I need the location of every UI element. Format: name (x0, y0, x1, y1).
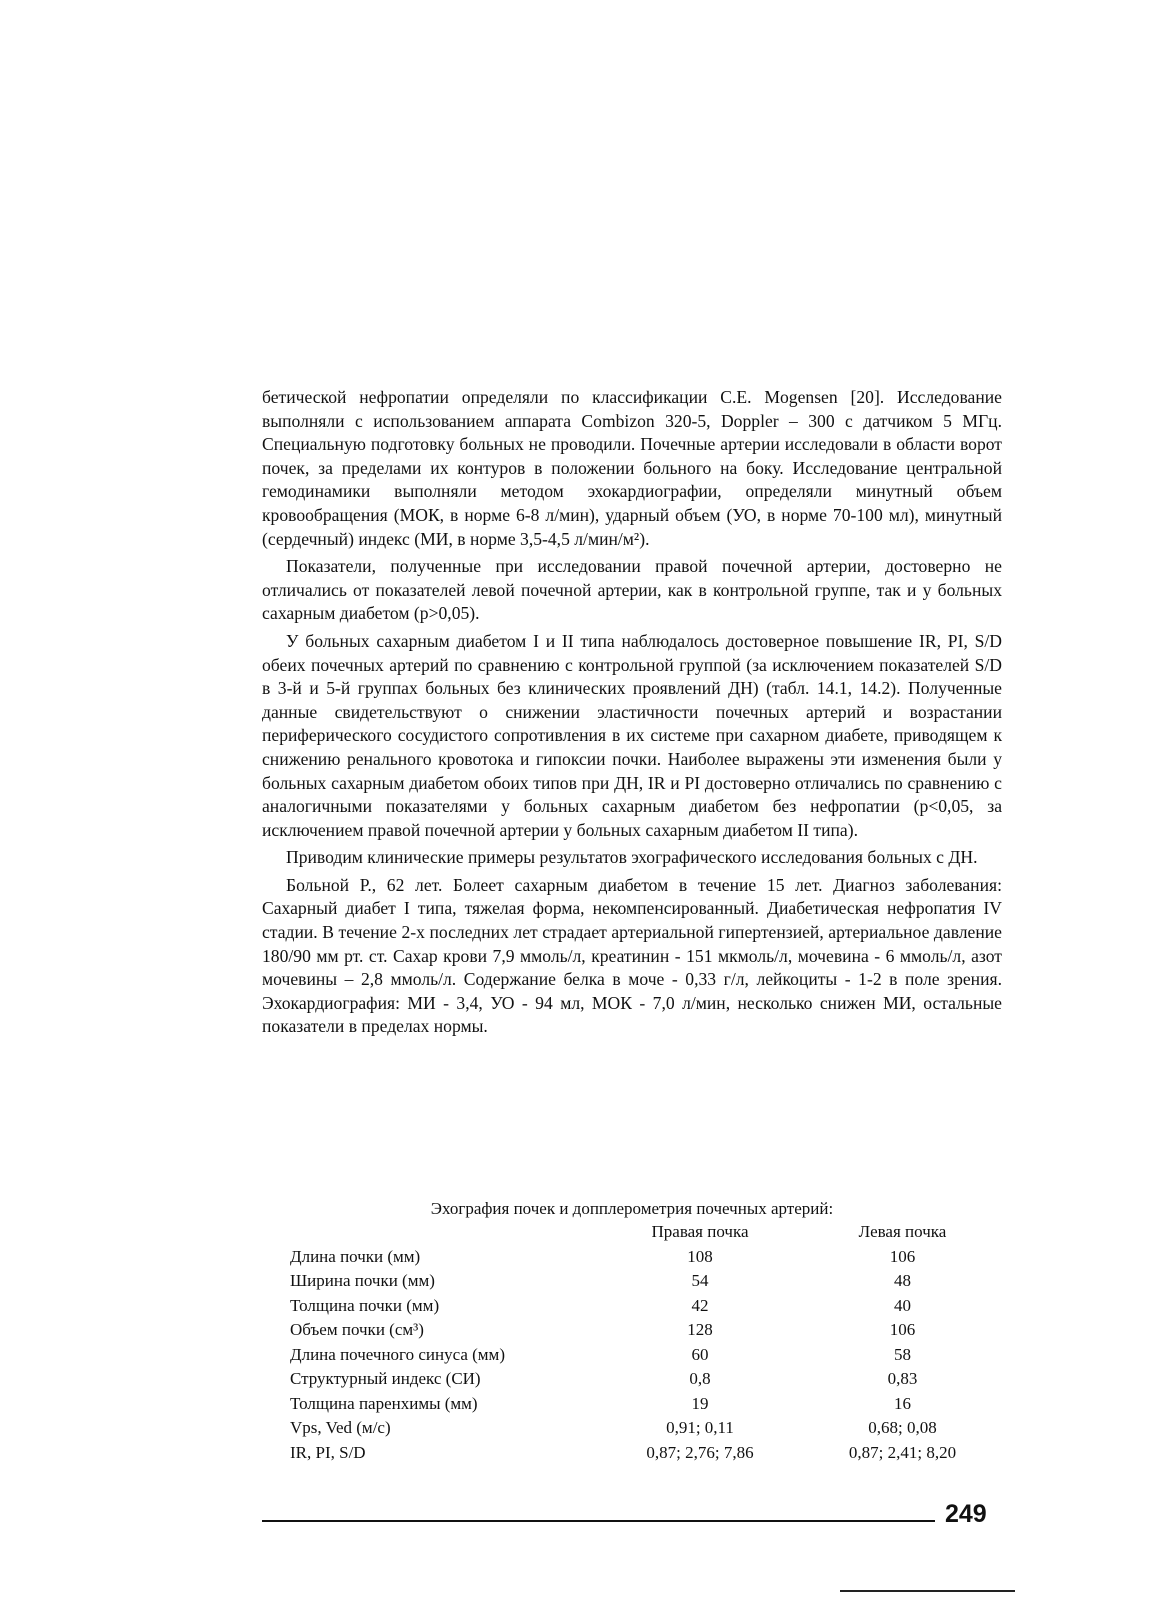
right-value: 108 (687, 1246, 713, 1266)
left-value: 0,83 (887, 1369, 918, 1388)
row-label: IR, PI, S/D (290, 1442, 366, 1462)
paragraph-1: бетической нефропатии определяли по классификации С.Е. Mogensen [20]. Исследование выполняли с использованием аппарата Combizon 320-5, Doppler – 300 с датчиком 5 МГц. Специальную подготовку больных не проводили. Почечные артерии исследовали в области ворот почек, за пределами их контуров в положении больного на боку. Исследование центральной гемодинамики выполняли методом эхокардиографии, определяли минутный объем кровообращения (МОК, в норме 6-8 л/мин), ударный объем (УО, в норме 70-100 мл), минутный (сердечный) индекс (МИ, в норме 3,5-4,5 л/мин/м²). (262, 387, 1002, 549)
table-row (290, 1367, 1010, 1392)
row-label: Vps, Ved (м/с) (290, 1418, 391, 1437)
table-row (290, 1294, 1010, 1319)
header-empty (290, 1220, 605, 1245)
paragraph-2: Показатели, полученные при исследовании правой почечной артерии, достоверно не отличались от показателей левой почечной артерии, как в контрольной группе, так и у больных сахарным диабетом (p>0,05). (262, 556, 1002, 624)
row-label: Толщина паренхимы (мм) (290, 1393, 478, 1413)
left-value: 16 (894, 1393, 911, 1413)
left-value: 0,68; 0,08 (868, 1418, 937, 1437)
table-row (290, 1441, 1010, 1466)
row-label: Структурный индекс (СИ) (290, 1369, 481, 1388)
left-value: 0,87; 2,41; 8,20 (848, 1442, 957, 1462)
table-row (290, 1269, 1010, 1294)
table-row (290, 1343, 1010, 1368)
row-label: Объем почки (см³) (290, 1320, 424, 1339)
right-value: 19 (691, 1393, 709, 1413)
left-value: 106 (889, 1246, 916, 1266)
table-body (290, 1245, 1010, 1466)
paragraph-3: У больных сахарным диабетом I и II типа наблюдалось достоверное повышение IR, PI, S/D обеих почечных артерий по сравнению с контрольной группой (за исключением показателей S/D в 3-й и 5-й группах больных без клинических проявлений ДН) (табл. 14.1, 14.2). Полученные данные свидетельствуют о снижении эластичности почечных артерий и возрастании периферического сосудистого сопротивления в их системе при сахарном диабете, приводящем к снижению ренального кровотока и гипоксии почки. Наиболее выражены эти изменения были у больных сахарным диабетом обоих типов при ДН, IR и PI достоверно отличались по сравнению с аналогичными показателями у больных сахарным диабетом без нефропатии (p<0,05, за исключением правой почечной артерии у больных сахарным диабетом II типа). (262, 630, 1002, 840)
header-right-kidney: Правая почка (651, 1222, 749, 1241)
right-value: 0,87; 2,76; 7,86 (646, 1442, 754, 1462)
row-label: Длина почки (мм) (290, 1246, 421, 1266)
right-value: 60 (691, 1344, 709, 1364)
table-caption: Эхография почек и допплерометрия почечных артерий: (430, 1199, 834, 1218)
left-value: 106 (889, 1320, 916, 1339)
row-label: Ширина почки (мм) (290, 1271, 435, 1290)
right-value: 42 (691, 1295, 709, 1315)
right-value: 0,91; 0,11 (666, 1418, 734, 1437)
left-value: 40 (894, 1295, 911, 1315)
row-label: Толщина почки (мм) (290, 1295, 440, 1315)
row-label: Длина почечного синуса (мм) (290, 1344, 505, 1364)
right-value: 0,8 (689, 1369, 711, 1388)
table-row (290, 1245, 1010, 1270)
paragraph-4: Приводим клинические примеры результатов эхографического исследования больных с ДН. (286, 847, 978, 868)
left-value: 58 (894, 1344, 911, 1364)
table-row (290, 1318, 1010, 1343)
left-value: 48 (894, 1271, 911, 1290)
footer-rule (262, 1520, 935, 1522)
right-value: 128 (687, 1320, 713, 1339)
table-header-row (290, 1220, 1010, 1245)
table-row (290, 1392, 1010, 1417)
bottom-rule (840, 1590, 1015, 1592)
page-number: 249 (945, 1500, 987, 1528)
paragraph-5: Больной Р., 62 лет. Болеет сахарным диабетом в течение 15 лет. Диагноз заболевания: Сахарный диабет I типа, тяжелая форма, некомпенсированный. Диабетическая нефропатия IV стадии. В течение 2-х последних лет страдает артериальной гипертензией, артериальное давление 180/90 мм рт. ст. Сахар крови 7,9 ммоль/л, креатинин - 151 мкмоль/л, мочевина - 6 ммоль/л, азот мочевины – 2,8 ммоль/л. Содержание белка в моче - 0,33 г/л, лейкоциты - 1-2 в поле зрения. Эхокардиография: МИ - 3,4, УО - 94 мл, МОК - 7,0 л/мин, несколько снижен МИ, остальные показатели в пределах нормы. (262, 874, 1002, 1037)
header-left-kidney: Левая почка (858, 1222, 947, 1241)
kidney-table (290, 1220, 1010, 1465)
table-row (290, 1416, 1010, 1441)
right-value: 54 (691, 1271, 709, 1290)
body-text (262, 386, 1002, 1043)
